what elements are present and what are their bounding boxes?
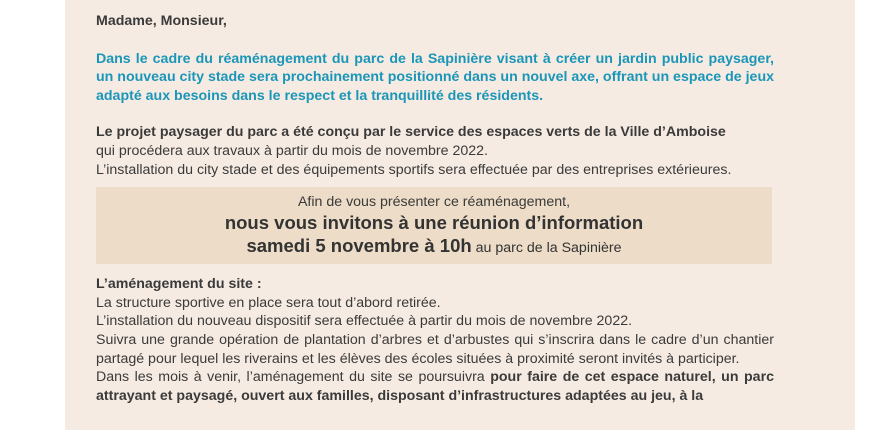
- project-paragraph: [96, 123, 774, 179]
- letter-page: [65, 0, 855, 430]
- project-line-2: qui procédera aux travaux à partir du mois de novembre 2022.: [96, 142, 488, 159]
- invitation-line-1: Afin de vous présenter ce réaménagement,: [297, 194, 571, 211]
- invitation-line-2: nous vous invitons à une réunion d’information: [224, 212, 644, 234]
- amenagement-section: [96, 275, 774, 405]
- amenagement-heading: L’aménagement du site :: [96, 276, 262, 293]
- greeting: Madame, Monsieur,: [96, 13, 227, 29]
- invitation-place: au parc de la Sapinière: [471, 240, 622, 257]
- amenagement-p4: [96, 368, 774, 405]
- amenagement-p2: L’installation du nouveau dispositif sera effectuée à partir du mois de novembre 2022.: [96, 313, 633, 330]
- invitation-date: samedi 5 novembre à 10h: [246, 235, 472, 257]
- invitation-box: [96, 187, 772, 264]
- amenagement-p4-start: Dans les mois à venir, l’aménagement du site se poursuivra: [96, 369, 491, 386]
- amenagement-p4-bold: pour faire de cet espace naturel, un parc attrayant et paysagé, ouvert aux familles, disposant d’infrastructures adaptées au jeu, à la: [96, 369, 774, 404]
- project-line-1: Le projet paysager du parc a été conçu par le service des espaces verts de la Ville d’Amboise: [96, 124, 726, 141]
- amenagement-p3: Suivra une grande opération de plantation d’arbres et d’arbustes qui s’inscrira dans le cadre d’un chantier partagé pour lequel les riverains et les élèves des écoles situées à proximité seront invités à participer.: [96, 331, 774, 367]
- amenagement-p1: La structure sportive en place sera tout d’abord retirée.: [96, 294, 441, 311]
- project-line-3: L’installation du city stade et des équipements sportifs sera effectuée par des entreprises extérieures.: [96, 161, 732, 178]
- letter-content: [96, 12, 774, 405]
- intro-paragraph: Dans le cadre du réaménagement du parc de la Sapinière visant à créer un jardin public paysager, un nouveau city stade sera prochainement positionné dans un nouvel axe, offrant un espace de jeux adapté aux besoins dans le respect et la tranquillité des résidents.: [96, 50, 775, 104]
- invitation-line-3: [96, 234, 772, 260]
